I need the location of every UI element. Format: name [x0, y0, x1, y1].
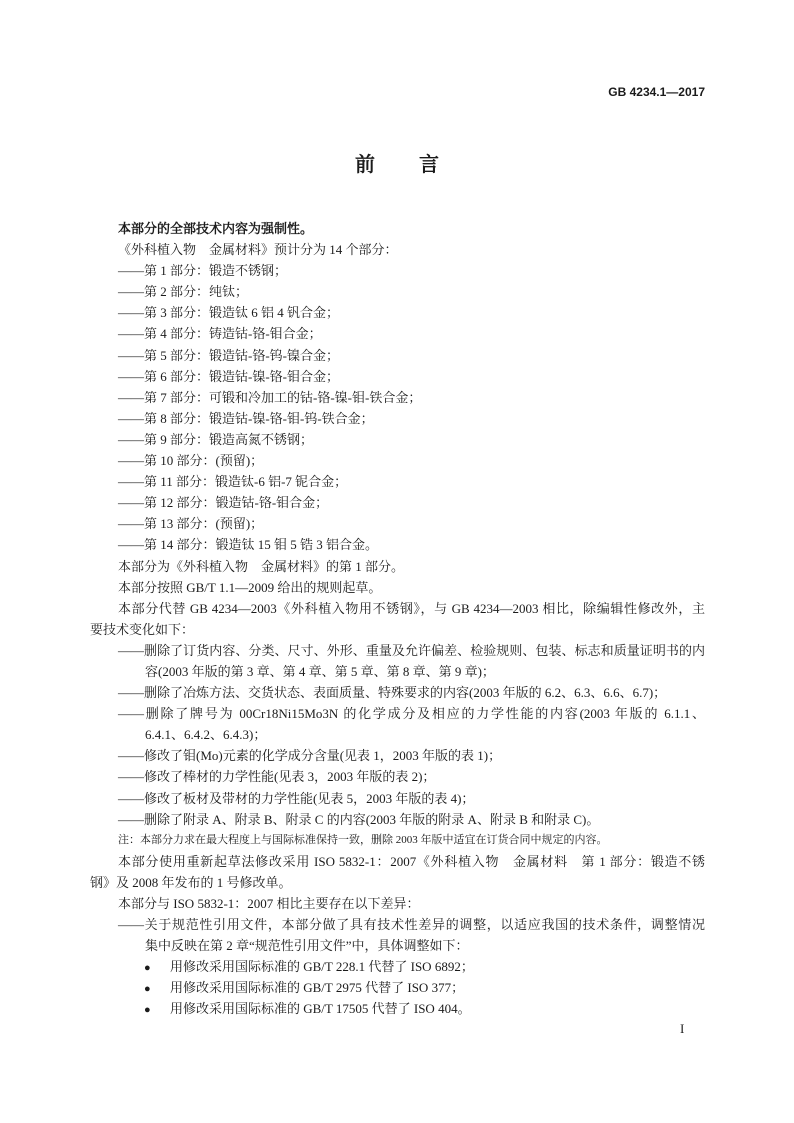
part-list-item: ——第 9 部分：锻造高氮不锈钢；	[118, 431, 314, 447]
replacement-bullet-item	[90, 998, 705, 1019]
this-part-statement: 本部分为《外科植入物 金属材料》的第 1 部分。	[118, 558, 405, 574]
part-list-item: ——第 7 部分：可锻和冷加工的钴-铬-镍-钼-铁合金；	[118, 389, 422, 405]
part-list-item: ——第 8 部分：锻造钴-镍-铬-钼-钨-铁合金；	[118, 410, 374, 426]
standard-code: GB 4234.1—2017	[608, 85, 705, 99]
change-list-item: ——修改了钼(Mo)元素的化学成分含量(见表 1，2003 年版的表 1)；	[118, 748, 502, 764]
page-number: I	[680, 1021, 685, 1036]
part-list-item: ——第 5 部分：锻造钴-铬-钨-镍合金；	[118, 347, 339, 363]
adoption-paragraph-line: 钢》及 2008 年发布的 1 号修改单。	[90, 874, 292, 890]
drafting-rules-statement: 本部分按照 GB/T 1.1—2009 给出的规则起草。	[118, 579, 382, 595]
series-intro: 《外科植入物 金属材料》预计分为 14 个部分：	[118, 242, 398, 258]
change-list-item-continued: 容(2003 年版的第 3 章、第 4 章、第 5 章、第 8 章、第 9 章)；	[145, 663, 495, 679]
note: 注：本部分力求在最大程度上与国际标准保持一致，删除 2003 年版中适宜在订货合同中规定的内容。	[118, 833, 608, 846]
page-title: 前 言	[355, 154, 451, 176]
replacement-text: 用修改采用国际标准的 GB/T 228.1 代替了 ISO 6892；	[170, 959, 474, 975]
change-list-item: ——删除了附录 A、附录 B、附录 C 的内容(2003 年版的附录 A、附录 B 和附录 C)。	[118, 811, 600, 827]
part-list-item: ——第 3 部分：锻造钛 6 铝 4 钒合金；	[118, 305, 340, 321]
replaces-paragraph-line: 要技术变化如下：	[90, 621, 195, 637]
part-list-item: ——第 13 部分：(预留)；	[118, 516, 264, 532]
change-list-item: ——删除了牌号为 00Cr18Ni15Mo3N 的化学成分及相应的力学性能的内容(2003 年版的 6.1.1、	[118, 706, 705, 722]
part-list-item: ——第 1 部分：锻造不锈钢；	[118, 263, 288, 279]
change-list-item: ——修改了板材及带材的力学性能(见表 5，2003 年版的表 4)；	[118, 790, 475, 806]
part-list-item: ——第 11 部分：锻造钛-6 铝-7 铌合金；	[118, 474, 348, 490]
differences-intro: 本部分与 ISO 5832-1：2007 相比主要存在以下差异：	[118, 896, 420, 911]
part-list-item: ——第 12 部分：锻造钴-铬-钼合金；	[118, 495, 329, 511]
replacement-text: 用修改采用国际标准的 GB/T 2975 代替了 ISO 377；	[170, 980, 465, 996]
bullet-icon: ●	[144, 1004, 151, 1017]
replaces-paragraph-line: 本部分代替 GB 4234—2003《外科植入物用不锈钢》，与 GB 4234—2003 相比，除编辑性修改外，主	[118, 600, 705, 616]
change-list-item: ——删除了冶炼方法、交货状态、表面质量、特殊要求的内容(2003 年版的 6.2、6.3、6.6、6.7)；	[118, 685, 667, 701]
part-list-item: ——第 6 部分：锻造钴-镍-铬-钼合金；	[118, 368, 339, 384]
part-list-item: ——第 4 部分：铸造钴-铬-钼合金；	[118, 326, 322, 342]
bullet-icon: ●	[144, 962, 151, 975]
difference-list-item: ——关于规范性引用文件，本部分做了具有技术性差异的调整，以适应我国的技术条件，调整情况	[118, 917, 705, 933]
part-list-item: ——第 14 部分：锻造钛 15 钼 5 锆 3 铝合金。	[118, 537, 379, 553]
bullet-icon: ●	[144, 983, 151, 996]
adoption-paragraph-line: 本部分使用重新起草法修改采用 ISO 5832-1：2007《外科植入物 金属材料 第 1 部分：锻造不锈	[118, 853, 705, 869]
change-list-item-continued: 6.4.1、6.4.2、6.4.3)；	[145, 727, 267, 743]
replacement-bullet-item	[90, 977, 705, 998]
part-list-item: ——第 2 部分：纯钛；	[118, 284, 249, 300]
replacement-bullet-item	[90, 956, 705, 977]
change-list-item: ——修改了棒材的力学性能(见表 3，2003 年版的表 2)；	[118, 769, 436, 785]
foreword-body	[90, 218, 705, 1020]
change-list-item: ——删除了订货内容、分类、尺寸、外形、重量及允许偏差、检验规则、包装、标志和质量证明书的内	[118, 642, 705, 658]
replacement-text: 用修改采用国际标准的 GB/T 17505 代替了 ISO 404。	[170, 1001, 471, 1017]
part-list-item: ——第 10 部分：(预留)；	[118, 453, 264, 469]
difference-list-item-continued: 集中反映在第 2 章“规范性引用文件”中，具体调整如下：	[145, 938, 469, 954]
mandatory-statement: 本部分的全部技术内容为强制性。	[118, 221, 314, 236]
